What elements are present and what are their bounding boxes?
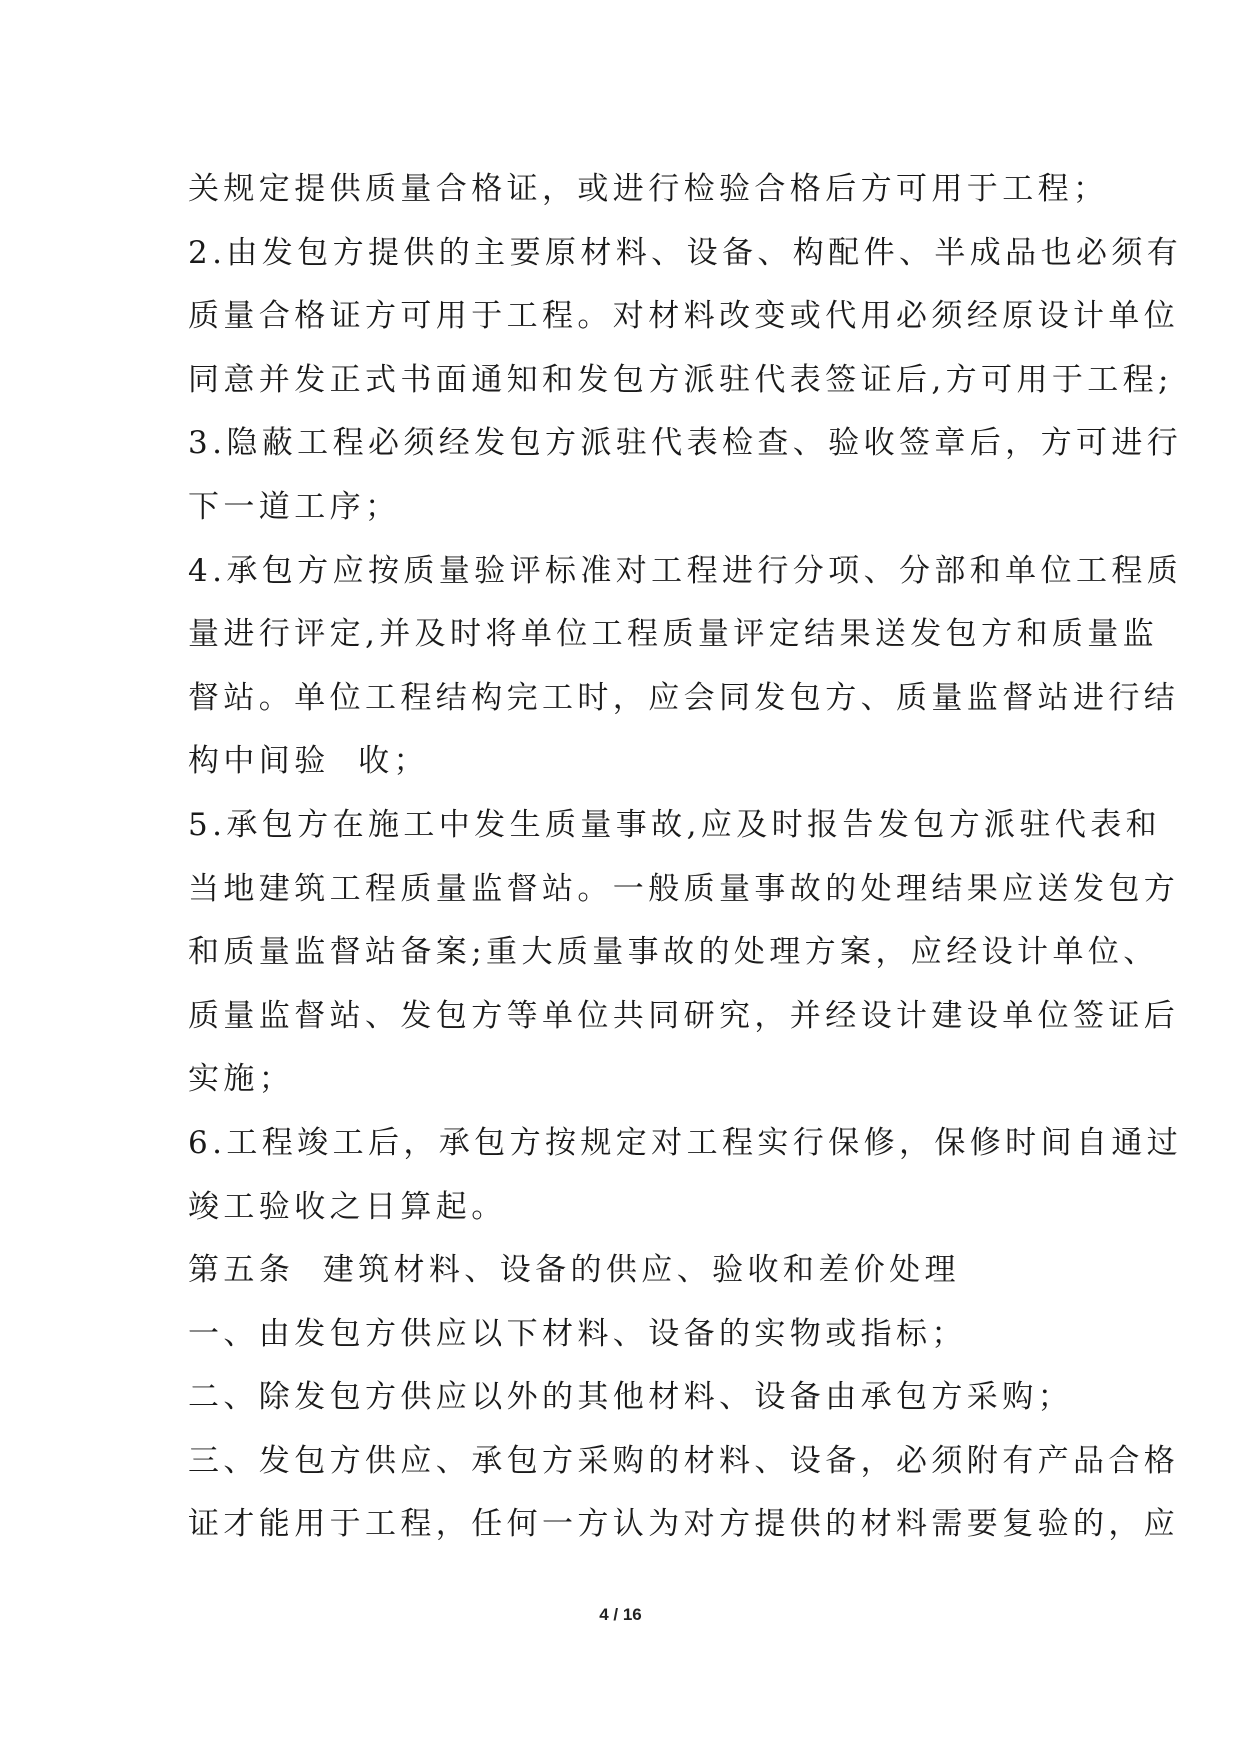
page-number: 4 / 16 — [599, 1605, 642, 1624]
section-heading: 第五条 建筑材料、设备的供应、验收和差价处理 — [188, 1252, 960, 1289]
text-line: 量进行评定,并及时将单位工程质量评定结果送发包方和质量监 — [188, 616, 1159, 653]
text-line: 一、由发包方供应以下材料、设备的实物或指标； — [188, 1315, 967, 1352]
text-line: 4.承包方应按质量验评标准对工程进行分项、分部和单位工程质 — [188, 552, 1183, 589]
text-line: 构中间验 收； — [188, 743, 429, 780]
text-line: 5.承包方在施工中发生质量事故,应及时报告发包方派驻代表和 — [188, 806, 1162, 843]
text-line: 关规定提供质量合格证，或进行检验合格后方可用于工程； — [188, 171, 1109, 207]
text-line: 2.由发包方提供的主要原材料、设备、构配件、半成品也必须有 — [188, 234, 1183, 271]
text-line: 3.隐蔽工程必须经发包方派驻代表检查、验收签章后，方可进行 — [188, 425, 1183, 462]
text-line: 同意并发正式书面通知和发包方派驻代表签证后,方可用于工程; — [188, 361, 1173, 398]
text-line: 二、除发包方供应以外的其他材料、设备由承包方采购； — [188, 1379, 1073, 1416]
text-line: 下一道工序； — [188, 488, 401, 525]
text-line: 实施； — [188, 1061, 295, 1098]
text-line: 证才能用于工程，任何一方认为对方提供的材料需要复验的，应 — [188, 1506, 1180, 1543]
body-text — [188, 158, 1183, 1557]
text-line: 和质量监督站备案;重大质量事故的处理方案，应经设计单位、 — [188, 934, 1159, 971]
text-line: 三、发包方供应、承包方采购的材料、设备，必须附有产品合格 — [188, 1442, 1180, 1479]
text-line: 竣工验收之日算起。 — [188, 1188, 507, 1225]
text-line: 6.工程竣工后，承包方按规定对工程实行保修，保修时间自通过 — [188, 1124, 1183, 1161]
text-line: 当地建筑工程质量监督站。一般质量事故的处理结果应送发包方 — [188, 870, 1180, 907]
text-line: 质量监督站、发包方等单位共同研究，并经设计建设单位签证后 — [188, 997, 1180, 1034]
text-line: 质量合格证方可用于工程。对材料改变或代用必须经原设计单位 — [188, 298, 1180, 335]
text-line: 督站。单位工程结构完工时，应会同发包方、质量监督站进行结 — [188, 679, 1180, 716]
